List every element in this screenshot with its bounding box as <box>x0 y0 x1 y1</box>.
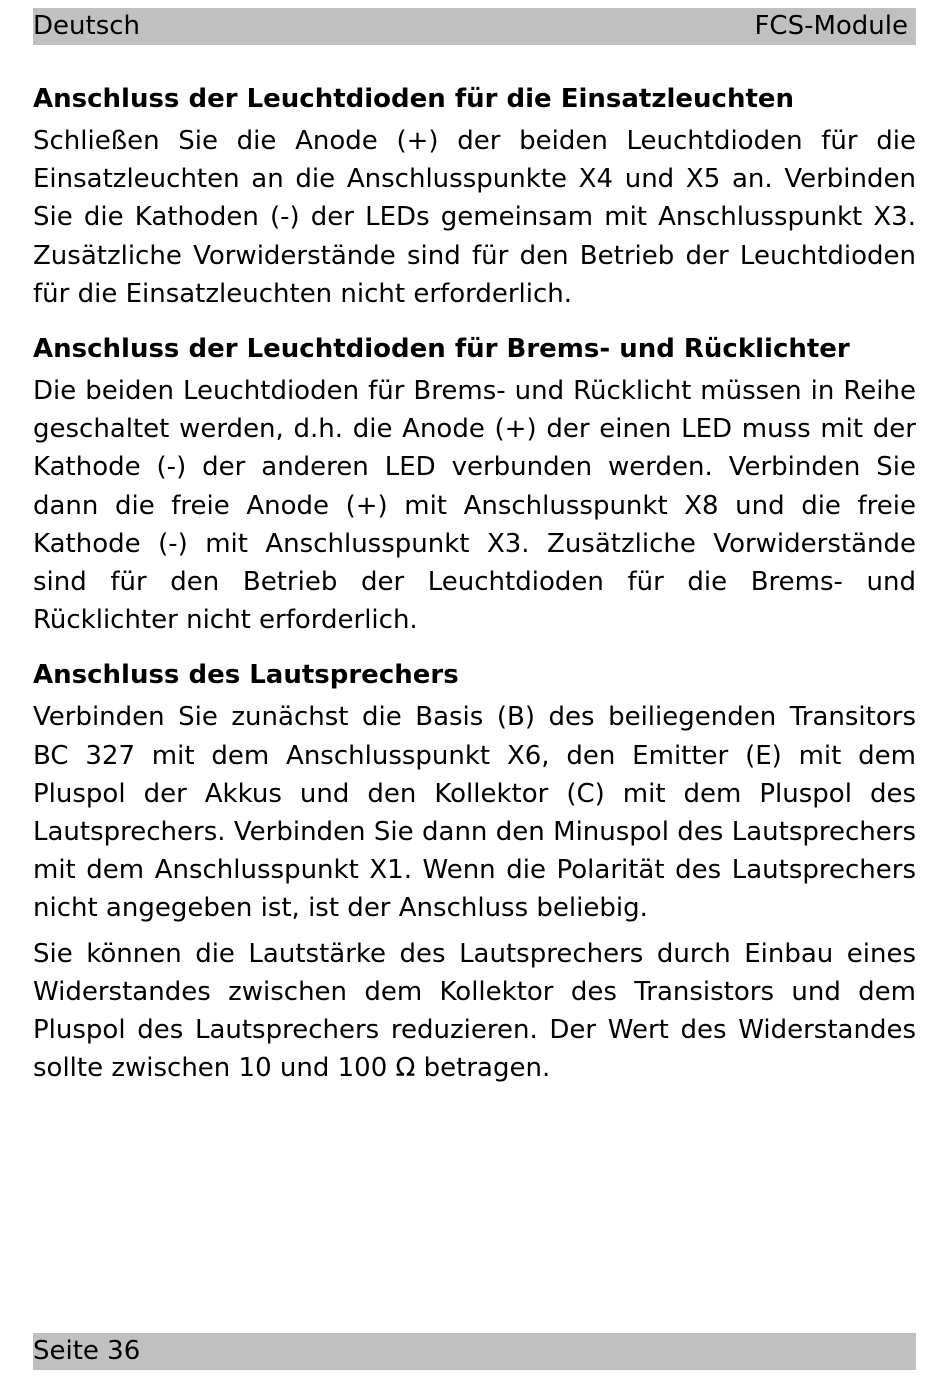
section-bremslichter <box>33 330 916 639</box>
page-footer <box>33 1333 916 1370</box>
section-heading: Anschluss der Leuchtdioden für die Einsatzleuchten <box>33 84 795 114</box>
section-einsatzleuchten <box>33 80 916 313</box>
section-heading: Anschluss der Leuchtdioden für Brems- und Rücklichter <box>33 334 850 365</box>
section-paragraph: Verbinden Sie zunächst die Basis (B) des beiliegenden Transitors BC 327 mit dem Anschlusspunkt X6, den Emitter (E) mit dem Pluspol der Akkus und den Kollektor (C) mit dem Pluspol des Lautsprechers. Verbinden Sie dann den Minuspol des Lautsprechers mit dem Anschlusspunkt X1. Wenn die Polarität des Lautsprechers nicht angegeben ist, ist der Anschluss beliebig. <box>33 702 916 924</box>
section-lautsprecher <box>33 656 916 1087</box>
header-product: FCS-Module <box>754 11 908 41</box>
header-language: Deutsch <box>33 11 141 41</box>
section-heading: Anschluss des Lautsprechers <box>33 660 459 691</box>
section-paragraph: Sie können die Lautstärke des Lautsprechers durch Einbau eines Widerstandes zwischen dem Kollektor des Transistors und dem Pluspol des Lautsprechers reduzieren. Der Wert des Widerstandes sollte zwischen 10 und 100 Ω betragen. <box>33 938 916 1084</box>
page-header <box>33 8 916 45</box>
section-paragraph: Die beiden Leuchtdioden für Brems- und Rücklicht müssen in Reihe geschaltet werden, d.h. die Anode (+) der einen LED muss mit der Kathode (-) der anderen LED verbunden werden. Verbinden Sie dann die freie Anode (+) mit Anschlusspunkt X8 und die freie Kathode (-) mit Anschlusspunkt X3. Zusätzliche Vorwiderstände sind für den Betrieb der Leuchtdioden für die Brems- und Rücklichter nicht erforderlich. <box>33 376 916 636</box>
section-paragraph: Schließen Sie die Anode (+) der beiden Leuchtdioden für die Einsatzleuchten an die Anschlusspunkte X4 und X5 an. Verbinden Sie die Kathoden (-) der LEDs gemeinsam mit Anschlusspunkt X3. Zusätzliche Vorwiderstände sind für den Betrieb der Leuchtdioden für die Einsatzleuchten nicht erforderlich. <box>33 126 916 309</box>
page-content <box>33 80 916 1087</box>
page-number: Seite 36 <box>33 1336 141 1366</box>
